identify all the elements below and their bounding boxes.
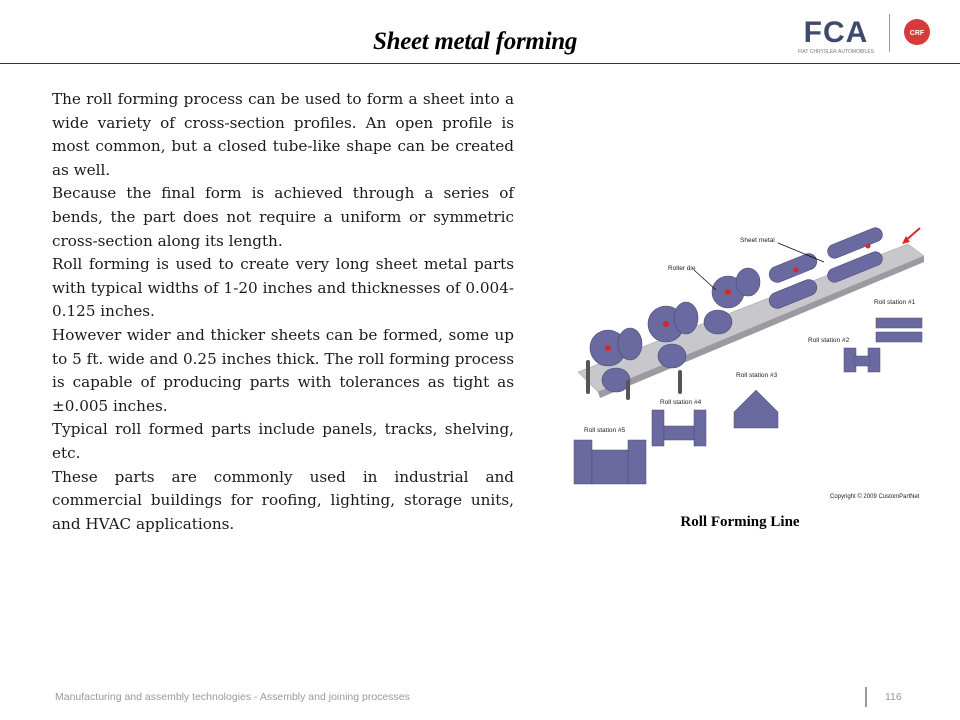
label-station-1: Roll station #1 — [874, 299, 916, 306]
footer-course-title: Manufacturing and assembly technologies - Assembly and joining processes — [55, 691, 410, 703]
label-station-5: Roll station #5 — [584, 427, 626, 434]
label-station-2: Roll station #2 — [808, 337, 850, 344]
copyright-note: Copyright © 2009 CustomPartNet — [830, 494, 920, 500]
paragraph: Roll forming is used to create very long sheet metal parts with typical widths of 1-20 inches and thicknesses of 0.004-0.125 inches. — [52, 255, 514, 321]
label-sheet-metal: Sheet metal — [740, 237, 775, 244]
page-number: 116 — [885, 691, 902, 703]
label-station-3: Roll station #3 — [736, 372, 778, 379]
footer-divider — [865, 687, 867, 707]
crf-logo — [903, 18, 931, 46]
paragraph: Because the final form is achieved through a series of bends, the part does not require a uniform or symmetric cross-section along its length. — [52, 184, 514, 250]
label-roller-die: Roller die — [668, 265, 696, 272]
body-text — [52, 88, 514, 536]
paragraph: Typical roll formed parts include panels, tracks, shelving, etc. — [52, 420, 514, 462]
fca-logo — [790, 14, 882, 58]
figure-caption: Roll Forming Line — [680, 514, 800, 530]
paragraph: The roll forming process can be used to form a sheet into a wide variety of cross-section profiles. An open profile is most common, but a closed tube-like shape can be created as well. — [52, 90, 514, 179]
logo-separator — [889, 14, 890, 52]
fca-logo-subtext: FIAT CHRYSLER AUTOMOBILES — [797, 49, 875, 55]
title-divider — [0, 63, 960, 64]
crf-logo-text: CRF — [909, 30, 925, 37]
fca-logo-text: FCA — [803, 16, 869, 49]
roll-forming-illustration — [568, 222, 930, 504]
page-title: Sheet metal forming — [372, 28, 578, 55]
paragraph: These parts are commonly used in industrial and commercial buildings for roofing, lighting, storage units, and HVAC applications. — [52, 467, 514, 533]
label-station-4: Roll station #4 — [660, 399, 702, 406]
paragraph: However wider and thicker sheets can be formed, some up to 5 ft. wide and 0.25 inches thick. The roll forming process is capable of producing parts with tolerances as tight as ±0.005 inches. — [52, 325, 514, 415]
